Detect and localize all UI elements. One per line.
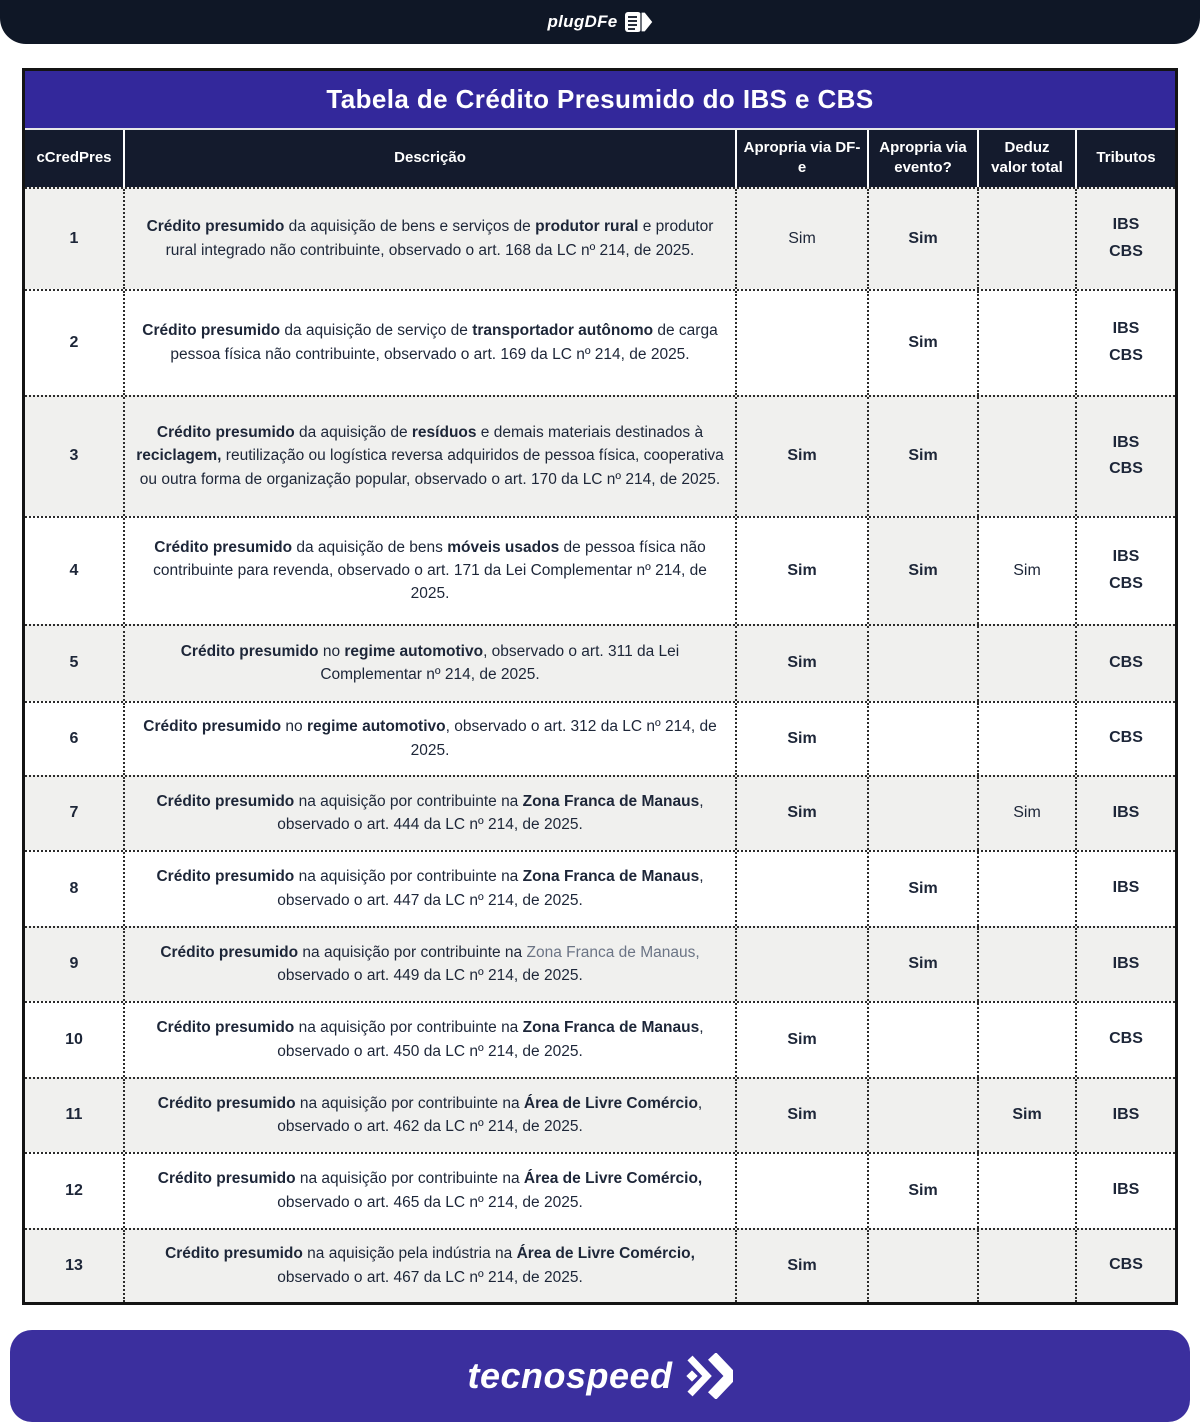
description-text: Crédito presumido na aquisição por contribuinte na Zona Franca de Manaus, observado o art. 450 da LC nº 214, de 2025. xyxy=(156,1019,704,1060)
cell-apropria-evento xyxy=(869,1079,979,1152)
cell-apropria-evento xyxy=(869,397,979,516)
table-row xyxy=(25,1077,1175,1152)
yes-value: Sim xyxy=(908,955,938,972)
yes-value: Sim xyxy=(908,229,938,247)
cell-ccredpres: 9 xyxy=(25,928,125,1001)
cell-ccredpres: 7 xyxy=(25,777,125,850)
cell-descricao xyxy=(125,928,737,1001)
table-row xyxy=(25,187,1175,289)
table-row xyxy=(25,1228,1175,1302)
cell-tributos xyxy=(1077,397,1175,516)
description-text: Crédito presumido na aquisição por contribuinte na Zona Franca de Manaus, observado o art. 449 da LC nº 214, de 2025. xyxy=(160,943,700,984)
cell-apropria-dfe xyxy=(737,1079,869,1152)
tributos-values: IBS xyxy=(1112,803,1140,821)
cell-apropria-dfe xyxy=(737,626,869,701)
cell-apropria-dfe xyxy=(737,928,869,1001)
cell-deduz-valor xyxy=(979,518,1077,624)
cell-ccredpres: 6 xyxy=(25,703,125,775)
cell-ccredpres: 4 xyxy=(25,518,125,624)
cell-deduz-valor xyxy=(979,1003,1077,1077)
tributos-values: CBS xyxy=(1109,729,1143,747)
cell-ccredpres: 2 xyxy=(25,291,125,395)
cell-apropria-evento xyxy=(869,626,979,701)
column-header-ccredpres: cCredPres xyxy=(25,130,125,187)
cell-apropria-dfe xyxy=(737,1154,869,1228)
yes-value: Sim xyxy=(908,561,938,579)
yes-value: Sim xyxy=(1013,561,1041,579)
tributos-values: IBS xyxy=(1112,1181,1140,1199)
tecnospeed-logo-text: tecnospeed xyxy=(467,1355,673,1396)
cell-descricao xyxy=(125,777,737,850)
column-header-deduz-valor: Deduz valor total xyxy=(979,130,1077,187)
tributos-values: CBS xyxy=(1109,1256,1143,1274)
description-text: Crédito presumido da aquisição de serviço de transportador autônomo de carga pessoa física não contribuinte, observado o art. 169 da LC nº 214, de 2025. xyxy=(142,322,718,363)
cell-ccredpres: 10 xyxy=(25,1003,125,1077)
description-text: Crédito presumido da aquisição de bens móveis usados de pessoa física não contribuinte para revenda, observado o art. 171 da Lei Complementar nº 214, de 2025. xyxy=(153,538,707,603)
cell-deduz-valor xyxy=(979,1230,1077,1302)
cell-ccredpres: 1 xyxy=(25,189,125,289)
footer-bar xyxy=(10,1330,1190,1422)
cell-descricao xyxy=(125,189,737,289)
table-row xyxy=(25,624,1175,701)
cell-apropria-evento xyxy=(869,1230,979,1302)
plugdfe-logo-text: plugDFe xyxy=(547,12,618,31)
table-header-row xyxy=(25,128,1175,187)
table-row xyxy=(25,1001,1175,1077)
cell-deduz-valor xyxy=(979,626,1077,701)
yes-value: Sim xyxy=(908,879,938,897)
cell-apropria-evento xyxy=(869,291,979,395)
cell-apropria-dfe xyxy=(737,189,869,289)
cell-deduz-valor xyxy=(979,1079,1077,1152)
cell-apropria-dfe xyxy=(737,777,869,850)
cell-apropria-dfe xyxy=(737,703,869,775)
description-text: Crédito presumido na aquisição por contribuinte na Área de Livre Comércio, observado o art. 462 da LC nº 214, de 2025. xyxy=(157,1094,703,1135)
credit-table xyxy=(22,68,1178,1305)
column-header-descricao: Descrição xyxy=(125,130,737,187)
cell-tributos xyxy=(1077,703,1175,775)
yes-value: Sim xyxy=(787,561,817,579)
cell-descricao xyxy=(125,852,737,926)
yes-value: Sim xyxy=(787,654,817,671)
tributos-values: IBS CBS xyxy=(1109,548,1143,592)
column-header-apropria-evento: Apropria via evento? xyxy=(869,130,979,187)
tributos-values: CBS xyxy=(1109,653,1143,671)
cell-tributos xyxy=(1077,1154,1175,1228)
table-row xyxy=(25,516,1175,624)
cell-tributos xyxy=(1077,777,1175,850)
cell-ccredpres: 5 xyxy=(25,626,125,701)
cell-tributos xyxy=(1077,1003,1175,1077)
tributos-values: IBS xyxy=(1112,954,1140,972)
cell-ccredpres: 12 xyxy=(25,1154,125,1228)
cell-descricao xyxy=(125,397,737,516)
yes-value: Sim xyxy=(908,447,938,464)
cell-descricao xyxy=(125,1154,737,1228)
table-row xyxy=(25,926,1175,1001)
yes-value: Sim xyxy=(787,447,817,464)
table-row xyxy=(25,701,1175,775)
cell-descricao xyxy=(125,703,737,775)
cell-apropria-dfe xyxy=(737,291,869,395)
cell-tributos xyxy=(1077,928,1175,1001)
description-text: Crédito presumido da aquisição de resíduos e demais materiais destinados à reciclagem, reutilização ou logística reversa adquiridos de pessoa física, cooperativa ou outra forma de organização popular, observado o art. 170 da LC nº 214, de 2025. xyxy=(136,424,724,488)
table-body xyxy=(25,187,1175,1302)
tributos-values: IBS CBS xyxy=(1109,433,1143,477)
tributos-values: IBS CBS xyxy=(1109,216,1143,260)
cell-descricao xyxy=(125,1230,737,1302)
cell-deduz-valor xyxy=(979,189,1077,289)
cell-descricao xyxy=(125,291,737,395)
cell-apropria-evento xyxy=(869,703,979,775)
cell-apropria-evento xyxy=(869,777,979,850)
cell-apropria-dfe xyxy=(737,1003,869,1077)
cell-deduz-valor xyxy=(979,291,1077,395)
tributos-values: IBS CBS xyxy=(1109,320,1143,364)
cell-apropria-dfe xyxy=(737,397,869,516)
cell-deduz-valor xyxy=(979,703,1077,775)
cell-tributos xyxy=(1077,626,1175,701)
cell-deduz-valor xyxy=(979,1154,1077,1228)
cell-apropria-evento xyxy=(869,189,979,289)
cell-descricao xyxy=(125,626,737,701)
table-row xyxy=(25,289,1175,395)
table-row xyxy=(25,850,1175,926)
description-text: Crédito presumido na aquisição por contribuinte na Área de Livre Comércio, observado o art. 465 da LC nº 214, de 2025. xyxy=(157,1170,703,1211)
yes-value: Sim xyxy=(787,1106,817,1123)
cell-deduz-valor xyxy=(979,928,1077,1001)
tributos-values: CBS xyxy=(1109,1030,1143,1048)
cell-apropria-evento xyxy=(869,1003,979,1077)
cell-apropria-evento xyxy=(869,518,979,624)
top-bar xyxy=(0,0,1200,44)
yes-value: Sim xyxy=(787,804,817,821)
cell-descricao xyxy=(125,518,737,624)
tributos-values: IBS xyxy=(1112,1105,1140,1123)
cell-apropria-dfe xyxy=(737,852,869,926)
cell-deduz-valor xyxy=(979,852,1077,926)
description-text: Crédito presumido no regime automotivo, observado o art. 311 da Lei Complementar nº 214, de 2025. xyxy=(180,642,680,683)
yes-value: Sim xyxy=(787,729,817,747)
cell-tributos xyxy=(1077,852,1175,926)
description-text: Crédito presumido no regime automotivo, observado o art. 312 da LC nº 214, de 2025. xyxy=(143,718,717,759)
description-text: Crédito presumido na aquisição por contribuinte na Zona Franca de Manaus, observado o art. 447 da LC nº 214, de 2025. xyxy=(156,868,704,909)
table-title: Tabela de Crédito Presumido do IBS e CBS xyxy=(25,71,1175,128)
cell-ccredpres: 3 xyxy=(25,397,125,516)
double-chevron-icon xyxy=(685,1353,733,1399)
yes-value: Sim xyxy=(787,1030,817,1048)
yes-value: Sim xyxy=(787,1256,817,1274)
column-header-tributos: Tributos xyxy=(1096,149,1156,167)
cell-descricao xyxy=(125,1079,737,1152)
cell-tributos xyxy=(1077,1230,1175,1302)
yes-value: Sim xyxy=(908,333,938,351)
cell-apropria-evento xyxy=(869,928,979,1001)
yes-value: Sim xyxy=(788,229,816,247)
cell-ccredpres: 11 xyxy=(25,1079,125,1152)
cell-deduz-valor xyxy=(979,777,1077,850)
cell-apropria-dfe xyxy=(737,1230,869,1302)
description-text: Crédito presumido na aquisição por contribuinte na Zona Franca de Manaus, observado o art. 444 da LC nº 214, de 2025. xyxy=(156,792,704,833)
table-row xyxy=(25,395,1175,516)
description-text: Crédito presumido na aquisição pela indústria na Área de Livre Comércio, observado o art. 467 da LC nº 214, de 2025. xyxy=(165,1245,695,1286)
tributos-values: IBS xyxy=(1112,879,1140,897)
cell-apropria-dfe xyxy=(737,518,869,624)
table-row xyxy=(25,1152,1175,1228)
cell-tributos xyxy=(1077,189,1175,289)
cell-apropria-evento xyxy=(869,852,979,926)
cell-ccredpres: 8 xyxy=(25,852,125,926)
cell-apropria-evento xyxy=(869,1154,979,1228)
cell-tributos xyxy=(1077,1079,1175,1152)
description-text: Crédito presumido da aquisição de bens e serviços de produtor rural e produtor rural integrado não contribuinte, observado o art. 168 da LC nº 214, de 2025. xyxy=(146,218,714,259)
cell-descricao xyxy=(125,1003,737,1077)
yes-value: Sim xyxy=(1013,804,1041,821)
column-header-apropria-dfe: Apropria via DF-e xyxy=(737,130,869,187)
yes-value: Sim xyxy=(1012,1106,1042,1123)
cell-ccredpres: 13 xyxy=(25,1230,125,1302)
cell-tributos xyxy=(1077,518,1175,624)
yes-value: Sim xyxy=(908,1181,938,1199)
cell-deduz-valor xyxy=(979,397,1077,516)
cell-tributos xyxy=(1077,291,1175,395)
document-arrow-icon xyxy=(625,11,653,33)
table-row xyxy=(25,775,1175,850)
